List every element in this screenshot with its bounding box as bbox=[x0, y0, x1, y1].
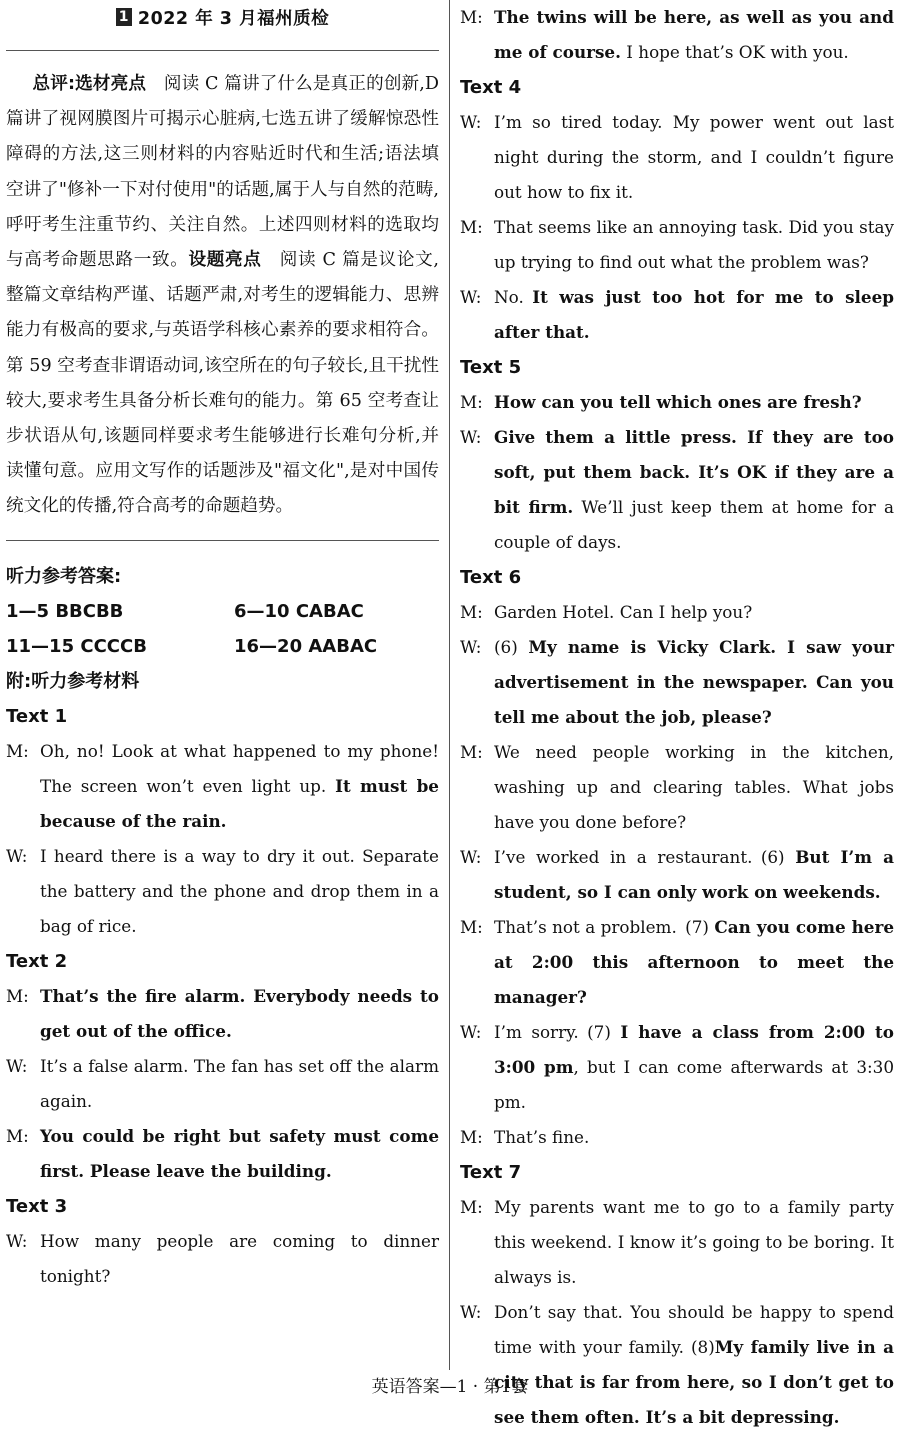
text-6-heading: Text 6 bbox=[460, 567, 522, 588]
speaker-label: W: bbox=[460, 112, 482, 132]
utterance-key-text: You could be right but safety must come first. Please leave the building. bbox=[40, 1125, 439, 1181]
utterance-text: We need people working in the kitchen, washing up and clearing tables. What jobs have you done before? bbox=[494, 742, 894, 832]
text-5-w bbox=[460, 420, 894, 560]
speaker-label: W: bbox=[6, 1230, 28, 1251]
utterance-key-text: Can you come here at 2:00 this afternoon to meet the manager? bbox=[494, 917, 894, 1007]
utterance-key-text: The twins will be here, as well as you and me of course. bbox=[494, 7, 894, 62]
text-2-m2 bbox=[6, 1119, 439, 1189]
text-5-heading: Text 5 bbox=[460, 357, 522, 378]
utterance-text: My parents want me to go to a family party this weekend. I know it’s going to be boring. It always is. bbox=[494, 1197, 894, 1287]
text-6-m1 bbox=[460, 595, 894, 630]
speaker-label: W: bbox=[6, 845, 28, 866]
answer-16-20: 16—20 AABAC bbox=[234, 635, 378, 657]
summary-paragraph bbox=[6, 67, 439, 525]
text-6-w1 bbox=[460, 630, 894, 735]
text-4-w2 bbox=[460, 280, 894, 350]
title-number: 1 bbox=[116, 8, 132, 26]
text-6-m3 bbox=[460, 910, 894, 1015]
appendix-heading: 附:听力参考材料 bbox=[6, 670, 140, 692]
summary-text-2: 阅读 C 篇是议论文,整篇文章结构严谨、话题严肃,对考生的逻辑能力、思辨能力有极高的要求,与英语学科核心素养的要求相符合。第 59 空考查非谓语动词,该空所在的句子较长,且干扰性较大,要求考生具备分析长难句的能力。第 65 空考查让步状语从句,该题同样要求考生能够进行长难句分析,并读懂句意。应用文写作的话题涉及"福文化",是对中国传统文化的传播,符合高考的命题趋势。 bbox=[6, 250, 439, 517]
answer-1-5: 1—5 BBCBB bbox=[6, 600, 124, 622]
text-7-heading: Text 7 bbox=[460, 1162, 522, 1183]
question-number: (7) bbox=[587, 1022, 611, 1042]
text-6-w3 bbox=[460, 1015, 894, 1120]
text-1-m bbox=[6, 734, 439, 839]
exam-title bbox=[6, 0, 439, 34]
utterance-text: Oh, no! Look at what happened to my phone! The screen won’t even light up. bbox=[40, 740, 439, 796]
utterance-text: That’s not a problem. bbox=[494, 917, 677, 937]
utterance-key-text: My name is Vicky Clark. I saw your advertisement in the newspaper. Can you tell me about the job, please? bbox=[494, 637, 894, 727]
summary-text-1: 阅读 C 篇讲了什么是真正的创新,D 篇讲了视网膜图片可揭示心脏病,七选五讲了缓解惊恐性障碍的方法,这三则材料的内容贴近时代和生活;语法填空讲了"修补一下对付使用"的话题,属于人与自然的范畴,呼吁考生注重节约、关注自然。上述四则材料的选取均与高考命题思路一致。 bbox=[6, 74, 439, 271]
text-6-m2 bbox=[460, 735, 894, 840]
answer-11-15: 11—15 CCCCB bbox=[6, 635, 147, 657]
text-2-m1 bbox=[6, 979, 439, 1049]
answer-6-10: 6—10 CABAC bbox=[234, 600, 364, 622]
speaker-label: M: bbox=[460, 217, 483, 237]
utterance-text: I’ve worked in a restaurant. bbox=[494, 847, 753, 867]
speaker-label: W: bbox=[460, 1022, 482, 1042]
answer-row-2 bbox=[6, 629, 439, 664]
utterance-key-text: That’s the fire alarm. Everybody needs to get out of the office. bbox=[40, 985, 439, 1041]
speaker-label: M: bbox=[6, 1125, 29, 1146]
utterance-text: It’s a false alarm. The fan has set off the alarm again. bbox=[40, 1055, 439, 1111]
text-2-w bbox=[6, 1049, 439, 1119]
utterance-key-text: Give them a little press. If they are too soft, put them back. It’s OK if they are a bit firm. bbox=[494, 427, 894, 517]
text-3-m bbox=[460, 0, 894, 70]
utterance-text: That seems like an annoying task. Did you stay up trying to find out what the problem was? bbox=[494, 217, 894, 272]
utterance-text: How many people are coming to dinner tonight? bbox=[40, 1230, 439, 1286]
title-text: 2022 年 3 月福州质检 bbox=[137, 8, 330, 29]
speaker-label: M: bbox=[460, 1197, 483, 1217]
speaker-label: M: bbox=[6, 985, 29, 1006]
text-1-heading: Text 1 bbox=[6, 705, 68, 727]
column-divider bbox=[449, 0, 450, 1370]
summary-heading-1: 总评:选材亮点 bbox=[32, 74, 147, 94]
text-2-heading: Text 2 bbox=[6, 950, 68, 972]
text-1-w bbox=[6, 839, 439, 944]
summary-heading-2: 设题亮点 bbox=[188, 250, 262, 271]
question-number: (8) bbox=[691, 1337, 715, 1357]
text-4-w1 bbox=[460, 105, 894, 210]
utterance-text: Don’t say that. You should be happy to spend time with your family. bbox=[494, 1302, 894, 1357]
speaker-label: M: bbox=[460, 602, 483, 622]
speaker-label: W: bbox=[460, 427, 482, 447]
speaker-label: W: bbox=[460, 1302, 482, 1322]
speaker-label: M: bbox=[460, 1127, 483, 1147]
speaker-label: W: bbox=[460, 287, 482, 307]
question-number: (6) bbox=[494, 637, 518, 657]
speaker-label: M: bbox=[460, 7, 483, 27]
utterance-text: That’s fine. bbox=[494, 1127, 590, 1147]
speaker-label: W: bbox=[6, 1055, 28, 1076]
speaker-label: M: bbox=[460, 392, 483, 412]
page-footer: 英语答案—1 · 第1套 bbox=[371, 1377, 529, 1397]
left-column bbox=[6, 0, 439, 1294]
summary-rule bbox=[6, 540, 439, 541]
utterance-key-text: How can you tell which ones are fresh? bbox=[494, 392, 862, 412]
text-3-w bbox=[6, 1224, 439, 1294]
text-7-m bbox=[460, 1190, 894, 1295]
utterance-key-text: I have a class from 2:00 to 3:00 pm bbox=[494, 1022, 894, 1077]
question-number: (6) bbox=[760, 847, 785, 867]
speaker-label: W: bbox=[460, 637, 482, 657]
text-4-m bbox=[460, 210, 894, 280]
utterance-text: , but I can come afterwards at 3:30 pm. bbox=[494, 1057, 895, 1112]
title-rule bbox=[6, 50, 439, 51]
text-3-heading: Text 3 bbox=[6, 1195, 68, 1217]
right-column bbox=[460, 0, 894, 1435]
utterance-key-text: It was just too hot for me to sleep after that. bbox=[494, 287, 894, 342]
text-5-m bbox=[460, 385, 894, 420]
utterance-key-text: But I’m a student, so I can only work on weekends. bbox=[494, 847, 894, 902]
utterance-text: I’m sorry. bbox=[494, 1022, 579, 1042]
text-6-w2 bbox=[460, 840, 894, 910]
speaker-label: W: bbox=[460, 847, 482, 867]
utterance-key-text: It must be because of the rain. bbox=[40, 775, 439, 831]
utterance-text: I hope that’s OK with you. bbox=[626, 42, 849, 62]
text-7-w bbox=[460, 1295, 894, 1435]
question-number: (7) bbox=[685, 917, 709, 937]
utterance-text: We’ll just keep them at home for a couple of days. bbox=[494, 497, 894, 552]
answer-row-1 bbox=[6, 594, 439, 629]
utterance-text: I heard there is a way to dry it out. Separate the battery and the phone and drop them in a bag of rice. bbox=[40, 845, 439, 936]
speaker-label: M: bbox=[460, 742, 483, 762]
speaker-label: M: bbox=[460, 917, 483, 937]
text-6-m4 bbox=[460, 1120, 894, 1155]
answer-heading: 听力参考答案: bbox=[6, 565, 122, 587]
speaker-label: M: bbox=[6, 740, 29, 761]
utterance-text: I’m so tired today. My power went out last night during the storm, and I couldn’t figure out how to fix it. bbox=[494, 112, 894, 202]
utterance-text: Garden Hotel. Can I help you? bbox=[494, 602, 753, 622]
answer-block bbox=[6, 559, 439, 699]
utterance-key-text: My family live in a city that is far from here, so I don’t get to see them often. It’s a bit depressing. bbox=[494, 1337, 894, 1427]
text-4-heading: Text 4 bbox=[460, 77, 522, 98]
utterance-text: No. bbox=[494, 287, 524, 307]
